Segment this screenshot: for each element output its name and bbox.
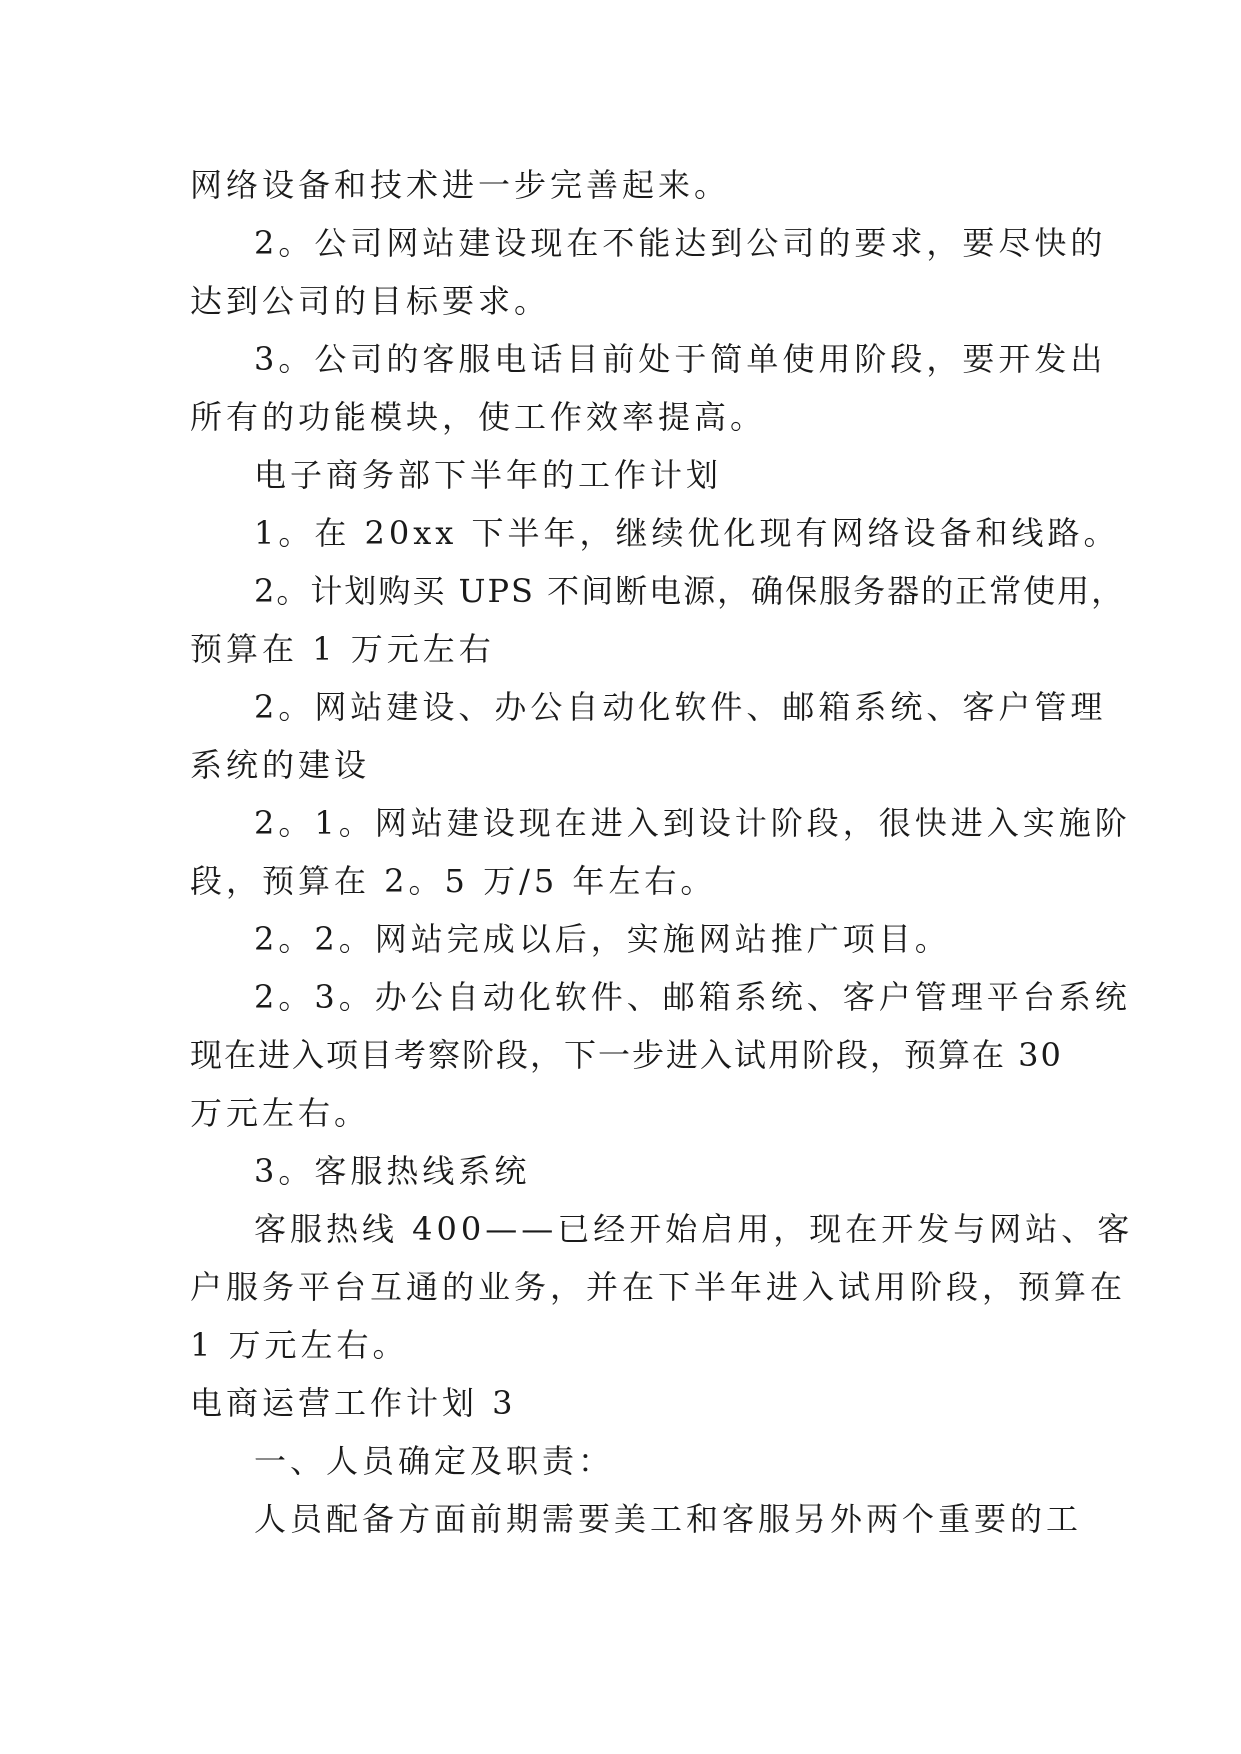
- text-line: 2。1。网站建设现在进入到设计阶段，很快进入实施阶: [254, 804, 1131, 842]
- text-line: 现在进入项目考察阶段，下一步进入试用阶段，预算在 30: [190, 1036, 1063, 1074]
- text-line: 所有的功能模块，使工作效率提高。: [190, 398, 767, 436]
- text-line: 人员配备方面前期需要美工和客服另外两个重要的工: [254, 1500, 1083, 1538]
- text-line: 户服务平台互通的业务，并在下半年进入试用阶段，预算在: [190, 1268, 1127, 1306]
- text-line: 2。2。网站完成以后，实施网站推广项目。: [254, 920, 951, 958]
- text-line: 3。客服热线系统: [254, 1152, 531, 1190]
- text-line: 段，预算在 2。5 万/5 年左右。: [190, 862, 717, 900]
- text-line: 2。网站建设、办公自动化软件、邮箱系统、客户管理: [254, 688, 1107, 726]
- document-body: [190, 156, 1134, 1548]
- text-line: 2。3。办公自动化软件、邮箱系统、客户管理平台系统: [254, 978, 1131, 1016]
- text-line: 达到公司的目标要求。: [190, 282, 551, 320]
- text-line: 客服热线 400——已经开始启用，现在开发与网站、客: [254, 1210, 1134, 1248]
- section-heading: 电子商务部下半年的工作计划: [254, 456, 723, 494]
- text-line: 一、人员确定及职责：: [254, 1442, 615, 1480]
- text-line: 1 万元左右。: [190, 1326, 409, 1364]
- text-line: 2。公司网站建设现在不能达到公司的要求，要尽快的: [254, 224, 1107, 262]
- text-line: 2。计划购买 UPS 不间断电源，确保服务器的正常使用，: [254, 572, 1126, 610]
- text-line: 网络设备和技术进一步完善起来。: [190, 166, 731, 204]
- text-line: 1。在 20xx 下半年，继续优化现有网络设备和线路。: [254, 514, 1120, 552]
- text-line: 万元左右。: [190, 1094, 371, 1132]
- text-line: 预算在 1 万元左右: [190, 630, 495, 668]
- text-line: 系统的建设: [190, 746, 371, 784]
- text-line: 3。公司的客服电话目前处于简单使用阶段，要开发出: [254, 340, 1107, 378]
- section-title: 电商运营工作计划 3: [190, 1384, 517, 1422]
